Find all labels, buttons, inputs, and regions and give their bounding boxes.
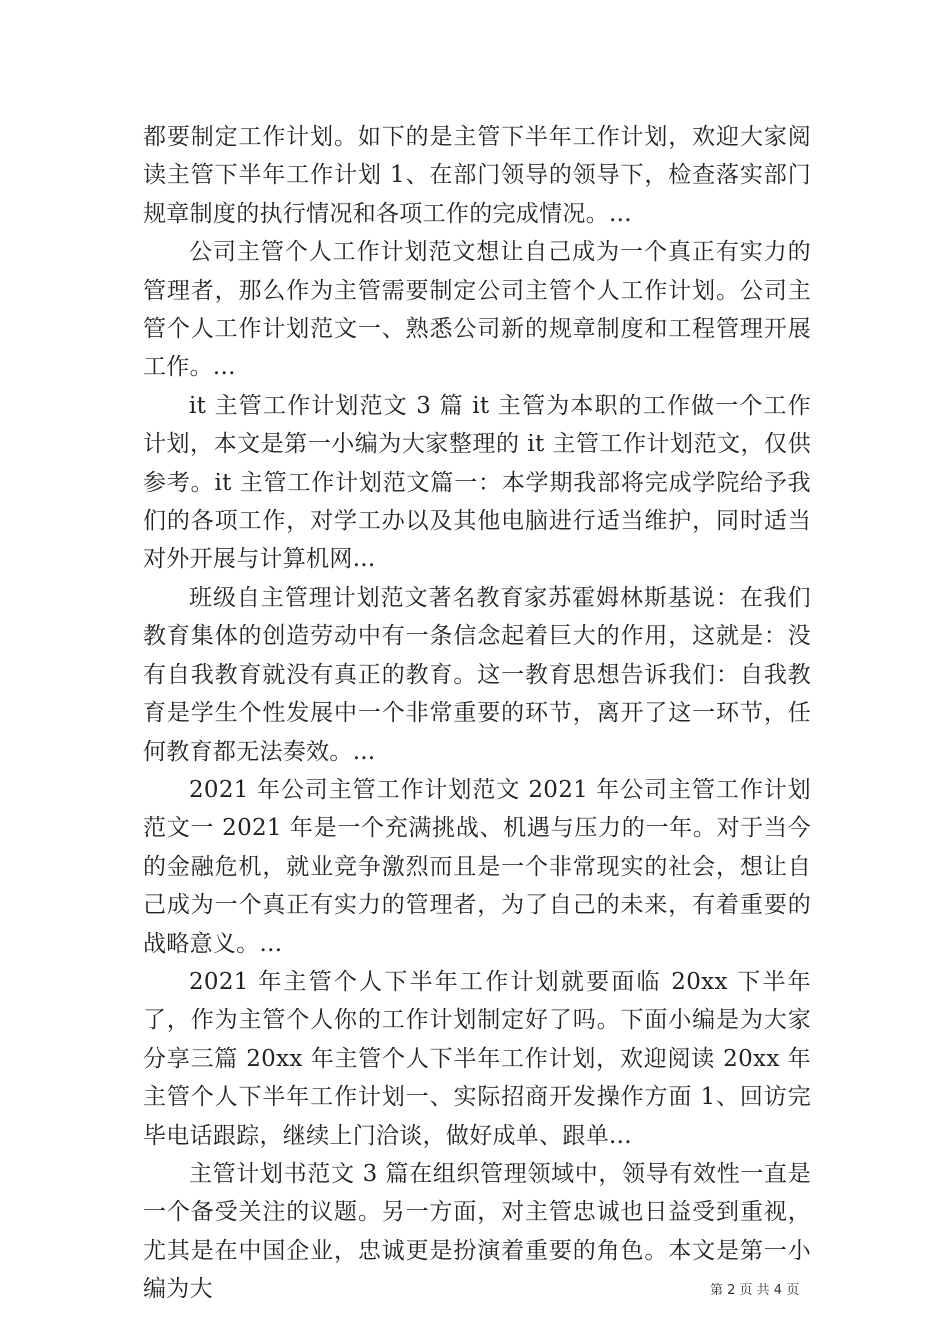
paragraph-1: 都要制定工作计划。如下的是主管下半年工作计划，欢迎大家阅读主管下半年工作计划 1、在部门领导的领导下，检查落实部门规章制度的执行情况和各项工作的完成情况。... <box>143 124 811 227</box>
paragraph-5: 2021 年公司主管工作计划范文 2021 年公司主管工作计划范文一 2021 年是一个充满挑战、机遇与压力的一年。对于当今的金融危机，就业竞争激烈而且是一个非常现实的社会，想让自己成为一个真正有实力的管理者，为了自己的未来，有着重要的战略意义。... <box>143 776 811 957</box>
document-body <box>143 118 811 1309</box>
paragraph-7: 主管计划书范文 3 篇在组织管理领域中，领导有效性一直是一个备受关注的议题。另一方面，对主管忠诚也日益受到重视，尤其是在中国企业，忠诚更是扮演着重要的角色。本文是第一小编为大 <box>143 1160 811 1303</box>
paragraph-6: 2021 年主管个人下半年工作计划就要面临 20xx 下半年了，作为主管个人你的工作计划制定好了吗。下面小编是为大家分享三篇 20xx 年主管个人下半年工作计划，欢迎阅读 20xx 年主管个人下半年工作计划一、实际招商开发操作方面 1、回访完毕电话跟踪，继续上门洽谈，做好成单、跟单... <box>143 968 811 1149</box>
paragraph-3: it 主管工作计划范文 3 篇 it 主管为本职的工作做一个工作计划，本文是第一小编为大家整理的 it 主管工作计划范文，仅供参考。it 主管工作计划范文篇一：本学期我部将完成学院给予我们的各项工作，对学工办以及其他电脑进行适当维护，同时适当对外开展与计算机网... <box>143 392 811 573</box>
paragraph-2: 公司主管个人工作计划范文想让自己成为一个真正有实力的管理者，那么作为主管需要制定公司主管个人工作计划。公司主管个人工作计划范文一、熟悉公司新的规章制度和工程管理开展工作。... <box>143 239 811 381</box>
page-number-footer: 第 2 页 共 4 页 <box>710 1283 800 1298</box>
paragraph-4: 班级自主管理计划范文著名教育家苏霍姆林斯基说：在我们教育集体的创造劳动中有一条信念起着巨大的作用，这就是：没有自我教育就没有真正的教育。这一教育思想告诉我们：自我教育是学生个性发展中一个非常重要的环节，离开了这一环节，任何教育都无法奏效。... <box>143 584 811 765</box>
